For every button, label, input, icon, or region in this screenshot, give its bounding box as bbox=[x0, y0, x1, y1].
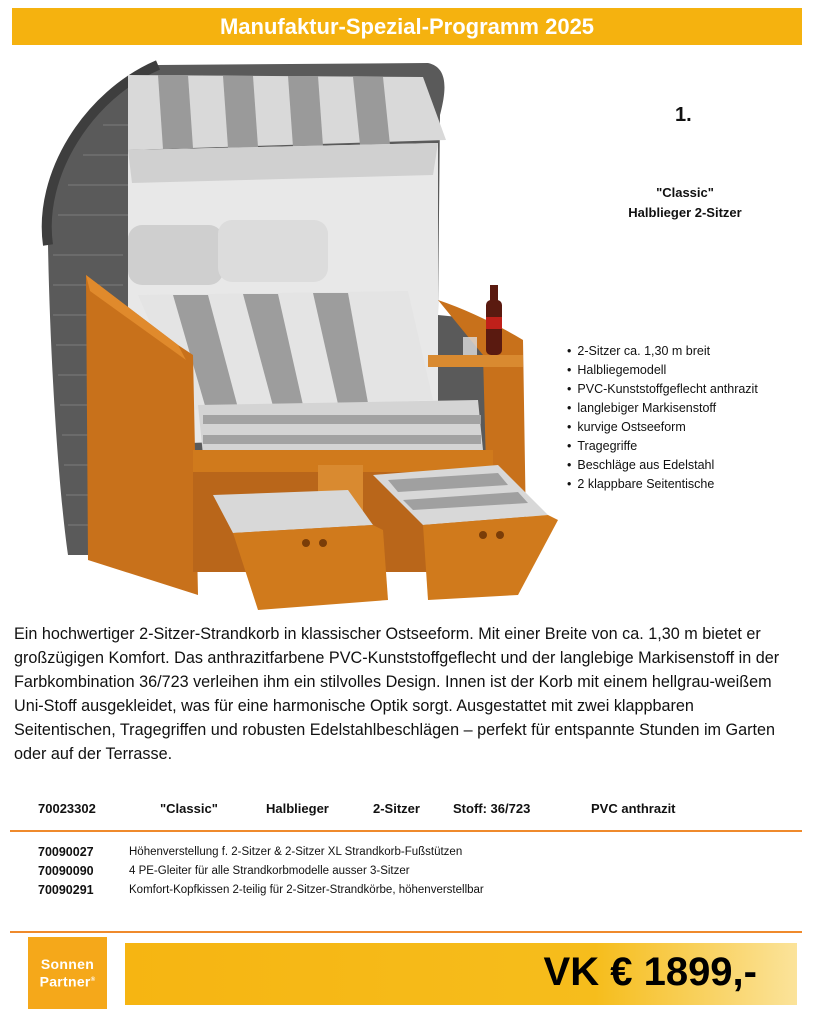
feature-item: • 2-Sitzer ca. 1,30 m breit bbox=[567, 342, 758, 361]
feature-item: • Halbliegemodell bbox=[567, 361, 758, 380]
spec-fabric: Stoff: 36/723 bbox=[453, 801, 531, 816]
spec-weave: PVC anthrazit bbox=[591, 801, 676, 816]
accessory-code: 70090090 bbox=[38, 864, 94, 878]
product-description: Ein hochwertiger 2-Sitzer-Strandkorb in klassischer Ostseeform. Mit einer Breite von ca. 1,30 m bietet er großzügigen Komfort. Das anthrazitfarbene PVC-Kunststoffgeflecht und der langlebige Markisenstoff in der Farbkombination 36/723 verleihen ihm ein stilvolles Design. Innen ist der Korb mit einem hellgrau-weißem Uni-Stoff ausgekleidet, was für eine harmonische Optik sorgt. Ausgestattet mit zwei klappbaren Seitentischen, Tragegriffen und robusten Edelstahlbeschlägen – perfekt für entspannte Stunden im Garten oder auf der Terrasse. bbox=[14, 625, 780, 763]
product-number: 1. bbox=[675, 104, 692, 126]
page-title: Manufaktur-Spezial-Programm 2025 bbox=[219, 13, 595, 39]
feature-item: • Beschläge aus Edelstahl bbox=[567, 456, 758, 475]
feature-item: • langlebiger Markisenstoff bbox=[567, 399, 758, 418]
feature-list bbox=[567, 342, 758, 494]
divider bbox=[10, 931, 802, 933]
accessory-desc: Komfort-Kopfkissen 2-teilig für 2-Sitzer-Strandkörbe, höhenverstellbar bbox=[129, 884, 484, 896]
feature-item: • 2 klappbare Seitentische bbox=[567, 475, 758, 494]
spec-model: "Classic" bbox=[160, 801, 218, 816]
divider bbox=[10, 830, 802, 832]
price-bar bbox=[125, 943, 797, 1005]
registered-mark: ® bbox=[90, 977, 96, 984]
beach-chair-image bbox=[28, 55, 568, 610]
logo-line1: Sonnen bbox=[40, 956, 95, 973]
model-name bbox=[600, 183, 770, 223]
model-name-line1: "Classic" bbox=[656, 185, 714, 200]
logo-line2: Partner® bbox=[39, 973, 96, 990]
sonnenpartner-logo bbox=[28, 937, 107, 1009]
article-number: 70023302 bbox=[38, 801, 96, 816]
page-header bbox=[12, 8, 802, 45]
spec-row bbox=[38, 801, 758, 821]
spec-seats: 2-Sitzer bbox=[373, 801, 420, 816]
spec-type: Halblieger bbox=[266, 801, 329, 816]
feature-item: • PVC-Kunststoffgeflecht anthrazit bbox=[567, 380, 758, 399]
accessory-desc: 4 PE-Gleiter für alle Strandkorbmodelle ausser 3-Sitzer bbox=[129, 865, 410, 877]
model-name-line2: Halblieger 2-Sitzer bbox=[628, 205, 742, 220]
accessory-code: 70090291 bbox=[38, 883, 94, 897]
accessory-desc: Höhenverstellung f. 2-Sitzer & 2-Sitzer XL Strandkorb-Fußstützen bbox=[129, 846, 463, 858]
feature-item: • kurvige Ostseeform bbox=[567, 418, 758, 437]
feature-item: • Tragegriffe bbox=[567, 437, 758, 456]
price-label: VK € 1899,- bbox=[543, 950, 757, 994]
accessory-code: 70090027 bbox=[38, 845, 94, 859]
